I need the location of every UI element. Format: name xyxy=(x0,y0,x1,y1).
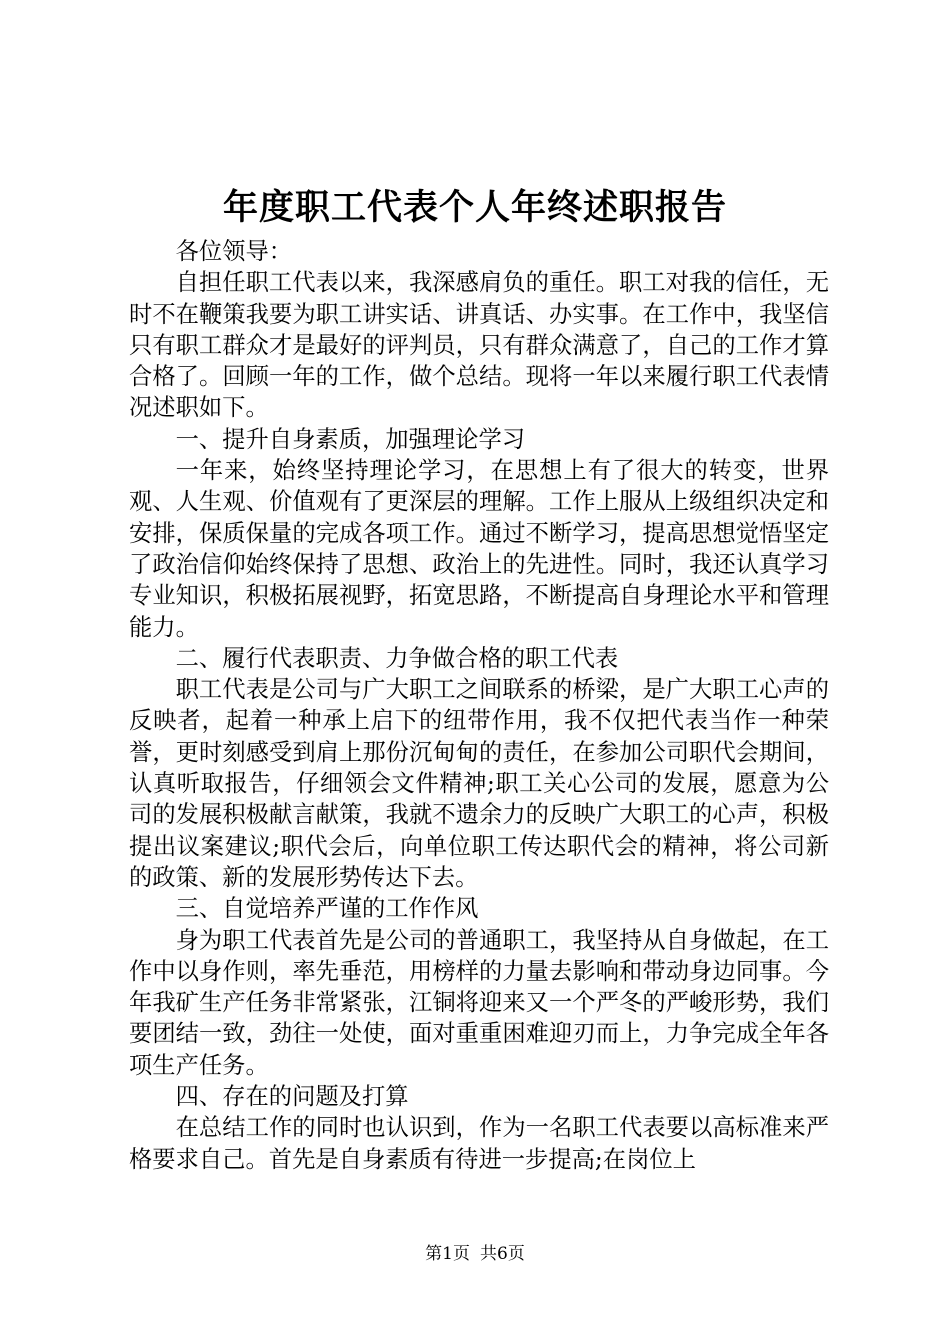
section-1-paragraph: 一年来，始终坚持理论学习，在思想上有了很大的转变，世界观、人生观、价值观有了更深层的理解。工作上服从上级组织决定和安排，保质保量的完成各项工作。通过不断学习，提高思想觉悟坚定了政治信仰始终保持了思想、政治上的先进性。同时，我还认真学习专业知识，积极拓展视野，拓宽思路，不断提高自身理论水平和管理能力。 xyxy=(129,457,829,641)
section-1-heading: 一、提升自身素质，加强理论学习 xyxy=(175,425,526,453)
section-4-heading: 四、存在的问题及打算 xyxy=(175,1083,409,1111)
page-total: 共6页 xyxy=(480,1244,525,1264)
intro-paragraph: 自担任职工代表以来，我深感肩负的重任。职工对我的信任，无时不在鞭策我要为职工讲实话、讲真话、办实事。在工作中，我坚信只有职工群众才是最好的评判员，只有群众满意了，自己的工作才算合格了。回顾一年的工作，做个总结。现将一年以来履行职工代表情况述职如下。 xyxy=(129,269,829,422)
salutation: 各位领导： xyxy=(175,238,293,265)
section-2-heading: 二、履行代表职责、力争做合格的职工代表 xyxy=(175,644,619,672)
page-footer xyxy=(0,1243,950,1265)
section-2-paragraph: 职工代表是公司与广大职工之间联系的桥梁，是广大职工心声的反映者，起着一种承上启下的纽带作用，我不仅把代表当作一种荣誉，更时刻感受到肩上那份沉甸甸的责任，在参加公司职代会期间，认真听取报告，仔细领会文件精神;职工关心公司的发展，愿意为公司的发展积极献言献策，我就不遗余力的反映广大职工的心声，积极提出议案建议;职代会后，向单位职工传达职代会的精神，将公司新的政策、新的发展形势传达下去。 xyxy=(129,676,829,891)
section-3-heading: 三、自觉培养严谨的工作作风 xyxy=(175,895,479,923)
section-4-paragraph: 在总结工作的同时也认识到，作为一名职工代表要以高标准来严格要求自己。首先是自身素质有待进一步提高;在岗位上 xyxy=(129,1114,829,1173)
section-3-paragraph: 身为职工代表首先是公司的普通职工，我坚持从自身做起，在工作中以身作则，率先垂范，用榜样的力量去影响和带动身边同事。今年我矿生产任务非常紧张，江铜将迎来又一个严冬的严峻形势，我们要团结一致，劲往一处使，面对重重困难迎刃而上，力争完成全年各项生产任务。 xyxy=(129,926,829,1079)
document-body xyxy=(129,236,829,1175)
page-number: 第1页 xyxy=(425,1244,470,1264)
document-title: 年度职工代表个人年终述职报告 xyxy=(222,187,727,228)
